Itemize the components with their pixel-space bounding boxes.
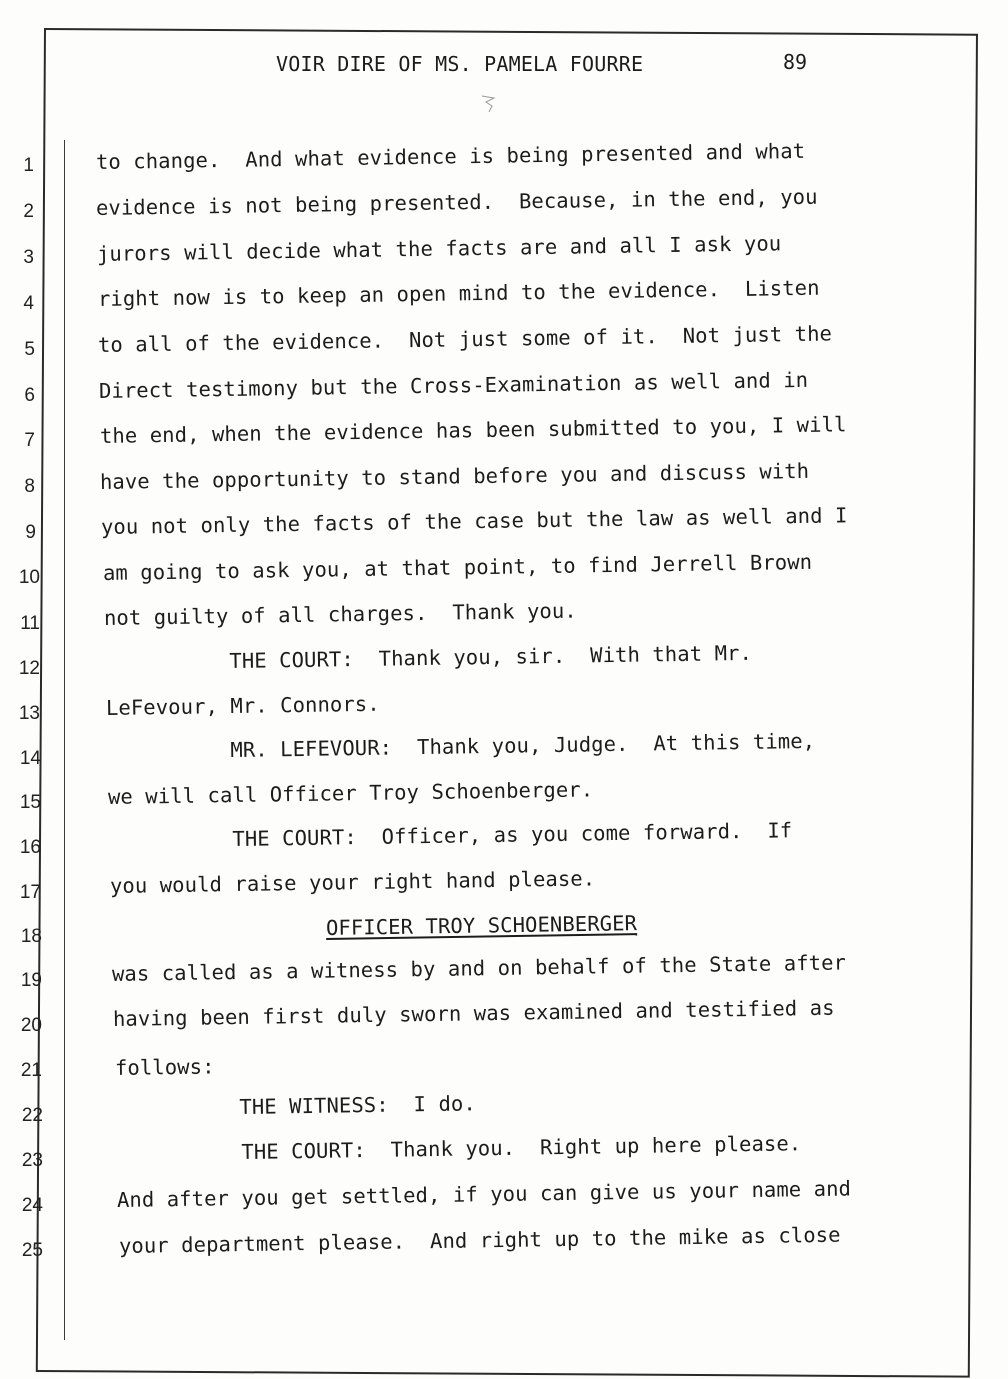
transcript-line: LeFevour, Mr. Connors. — [105, 691, 380, 720]
transcript-line: to all of the evidence. Not just some of it. Not just the — [97, 321, 833, 357]
line-number: 7 — [24, 430, 35, 451]
line-number: 5 — [24, 339, 35, 360]
header-title: VOIR DIRE OF MS. PAMELA FOURRE — [276, 52, 644, 76]
line-number-margin-rule — [64, 140, 65, 1340]
transcript-line: you would raise your right hand please. — [109, 866, 596, 898]
line-number: 25 — [21, 1240, 43, 1261]
line-number: 12 — [18, 658, 40, 679]
line-number: 10 — [18, 567, 40, 588]
transcript-line: have the opportunity to stand before you and discuss with — [99, 458, 810, 494]
transcript-line: Direct testimony but the Cross-Examination as well and in — [98, 367, 809, 403]
line-number: 16 — [19, 837, 41, 858]
line-number: 18 — [20, 926, 42, 947]
transcript-line: evidence is not being presented. Because, in the end, you — [95, 184, 818, 220]
line-number: 1 — [23, 155, 34, 176]
transcript-line: THE COURT: Thank you, sir. With that Mr. — [104, 640, 753, 675]
transcript-line: not guilty of all charges. Thank you. — [103, 598, 577, 630]
transcript-line: was called as a witness by and on behalf of the State after — [111, 950, 847, 986]
line-number: 20 — [20, 1015, 42, 1036]
line-number: 15 — [19, 792, 41, 813]
line-number: 2 — [23, 201, 34, 222]
line-number: 8 — [24, 476, 35, 497]
transcript-line: your department please. And right up to the mike as close — [118, 1222, 841, 1258]
transcript-line: THE COURT: Thank you. Right up here please. — [116, 1131, 802, 1166]
line-number: 6 — [24, 385, 35, 406]
transcript-line: right now is to keep an open mind to the evidence. Listen — [97, 275, 820, 311]
transcript-line: And after you get settled, if you can give us your name and — [116, 1176, 852, 1212]
stray-pen-mark — [480, 92, 498, 114]
line-number: 23 — [21, 1150, 43, 1171]
transcript-line: THE WITNESS: I do. — [114, 1091, 476, 1121]
transcript-line: you not only the facts of the case but the law as well and I — [100, 503, 848, 539]
page-number: 89 — [783, 50, 808, 74]
line-number: 21 — [20, 1060, 42, 1081]
line-number: 11 — [20, 613, 40, 634]
transcript-line: follows: — [114, 1054, 215, 1080]
line-number: 19 — [20, 970, 42, 991]
line-number: 3 — [23, 247, 34, 268]
line-number: 17 — [19, 882, 41, 903]
transcript-line: to change. And what evidence is being presented and what — [95, 138, 806, 174]
transcript-line: MR. LEFEVOUR: Thank you, Judge. At this time, — [105, 728, 816, 764]
transcript-line: jurors will decide what the facts are and all I ask you — [96, 231, 782, 266]
line-number: 9 — [25, 522, 36, 543]
line-number: 14 — [19, 748, 41, 769]
line-number: 24 — [21, 1195, 43, 1216]
transcript-line: having been first duly sworn was examined and testified as — [112, 995, 835, 1031]
transcript-line: the end, when the evidence has been submitted to you, I will — [99, 412, 847, 448]
line-number: 13 — [18, 703, 40, 724]
witness-heading: OFFICER TROY SCHOENBERGER — [325, 911, 638, 940]
transcript-line: am going to ask you, at that point, to find Jerrell Brown — [102, 549, 813, 585]
line-number: 4 — [23, 293, 34, 314]
line-number: 22 — [21, 1105, 43, 1126]
transcript-line: we will call Officer Troy Schoenberger. — [107, 777, 594, 809]
page-header — [0, 52, 1008, 82]
transcript-line: THE COURT: Officer, as you come forward. If — [107, 818, 793, 853]
